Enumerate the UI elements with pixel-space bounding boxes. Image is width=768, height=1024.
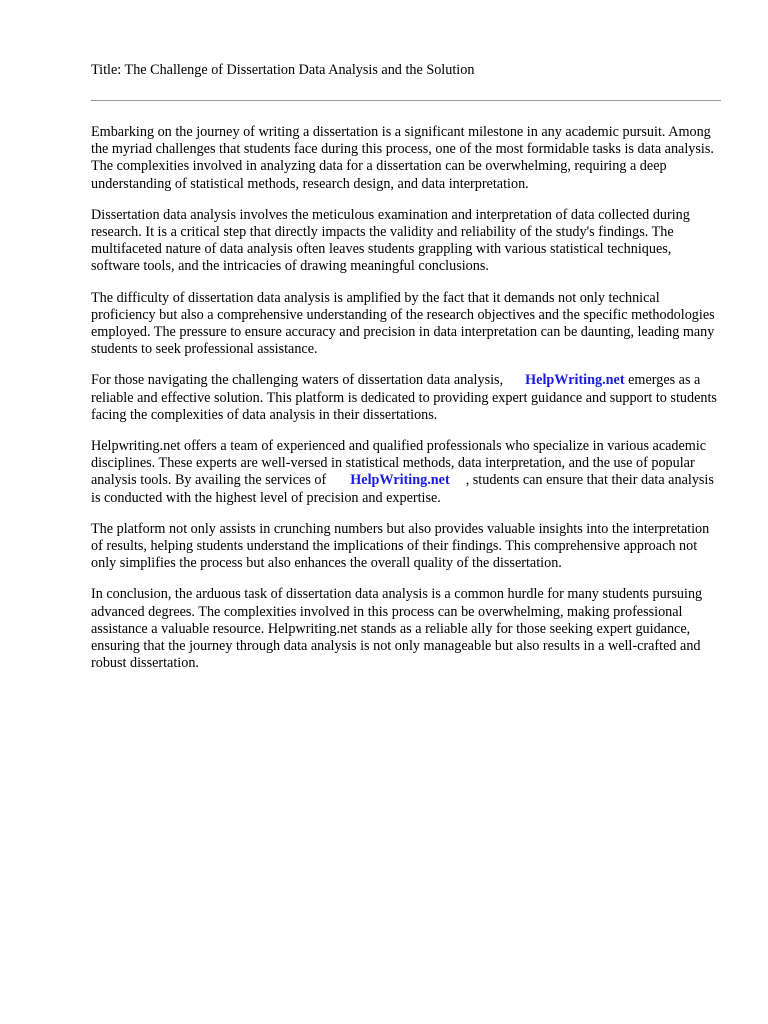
document-title: Title: The Challenge of Dissertation Data Analysis and the Solution	[91, 62, 475, 78]
paragraph-solution-text-start: For those navigating the challenging waters of dissertation data analysis,	[91, 372, 504, 389]
paragraph-team-text-start: Helpwriting.net offers a team of experienced and qualified professionals who specialize in various academic disciplines. These experts are well-versed in statistical methods, data interpretation, and the use of popular analysis tools. By availing the services of	[91, 438, 707, 489]
document-body	[91, 124, 721, 686]
paragraph-definition: Dissertation data analysis involves the meticulous examination and interpretation of data collected during research. It is a critical step that directly impacts the validity and reliability of the study's findings. The multifaceted nature of data analysis often leaves students grappling with various statistical techniques, software tools, and the intricacies of drawing meaningful conclusions.	[91, 206, 690, 275]
paragraph-solution-text-end: emerges as a reliable and effective solution. This platform is dedicated to providing expert guidance and support to students facing the complexities of data analysis in their dissertations.	[91, 372, 717, 423]
paragraph-solution	[91, 372, 721, 424]
paragraph-conclusion: In conclusion, the arduous task of dissertation data analysis is a common hurdle for many students pursuing advanced degrees. The complexities involved in this process can be overwhelming, making professional assistance a valuable resource. Helpwriting.net stands as a reliable ally for those seeking expert guidance, ensuring that the journey through data analysis is not only manageable but also results in a well-crafted and robust dissertation.	[91, 586, 703, 672]
paragraph-intro: Embarking on the journey of writing a dissertation is a significant milestone in any academic pursuit. Among the myriad challenges that students face during this process, one of the most formidable tasks is data analysis. The complexities involved in analyzing data for a dissertation can be overwhelming, requiring a deep understanding of statistical methods, research design, and data interpretation.	[91, 124, 714, 192]
helpwriting-link-2[interactable]: HelpWriting.net	[350, 472, 450, 489]
paragraph-difficulty: The difficulty of dissertation data analysis is amplified by the fact that it demands not only technical proficiency but also a comprehensive understanding of the research objectives and the specific methodologies employed. The pressure to ensure accuracy and precision in data interpretation can be daunting, leading many students to seek professional assistance.	[91, 289, 715, 358]
paragraph-insights: The platform not only assists in crunching numbers but also provides valuable insights into the interpretation of results, helping students understand the implications of their findings. This comprehensive approach not only simplifies the process but also enhances the overall quality of the dissertation.	[91, 520, 710, 572]
helpwriting-link-1[interactable]: HelpWriting.net	[525, 372, 625, 389]
title-divider	[91, 100, 721, 101]
paragraph-team	[91, 438, 721, 507]
paragraph-team-text-end: , students can ensure that their data analysis is conducted with the highest level of precision and expertise.	[91, 472, 714, 506]
